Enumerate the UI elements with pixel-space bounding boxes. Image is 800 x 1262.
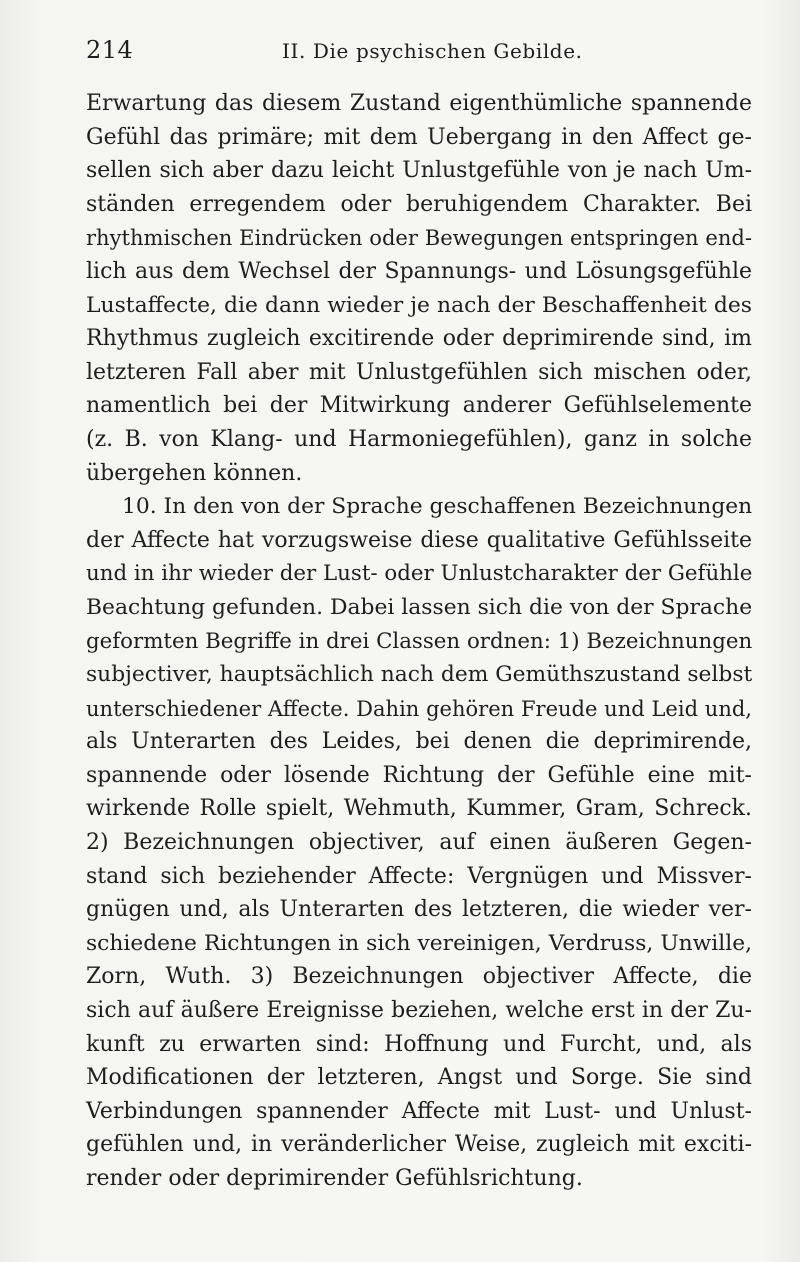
running-head (86, 36, 686, 76)
text-line: Gefühl das primäre; mit dem Uebergang in den Affect ge- (86, 124, 752, 150)
paragraph-end-line: übergehen können. (86, 460, 303, 486)
text-line: sellen sich aber dazu leicht Unlustgefühle von je nach Um- (86, 158, 752, 184)
text-line: Rhythmus zugleich excitirende oder deprimirende sind, im (86, 326, 752, 352)
text-line: schiedene Richtungen in sich vereinigen, Verdruss, Unwille, (86, 930, 752, 956)
text-line: Erwartung das diesem Zustand eigenthümliche spannende (86, 91, 752, 116)
text-line: letzteren Fall aber mit Unlustgefühlen sich mischen oder, (86, 359, 752, 385)
text-line: Lustaffecte, die dann wieder je nach der Beschaffenheit des (86, 292, 752, 318)
paragraph-end-line: render oder deprimirender Gefühlsrichtung. (86, 1166, 583, 1191)
text-line: (z. B. von Klang- und Harmoniegefühlen), ganz in solche (86, 426, 752, 452)
text-line: gefühlen und, in veränderlicher Weise, zugleich mit exciti- (86, 1132, 752, 1158)
running-title: II. Die psychischen Gebilde. (282, 39, 583, 63)
text-line: rhythmischen Eindrücken oder Bewegungen entspringen end- (86, 225, 752, 251)
text-line: unterschiedener Affecte. Dahin gehören Freude und Leid und, (86, 695, 752, 721)
text-line: spannende oder lösende Richtung der Gefühle eine mit- (86, 762, 752, 788)
text-line: Verbindungen spannender Affecte mit Lust- und Unlust- (86, 1098, 752, 1124)
body-text (86, 87, 752, 1196)
page-number: 214 (86, 36, 134, 64)
text-line: Zorn, Wuth. 3) Bezeichnungen objectiver Affecte, die (86, 964, 752, 990)
text-line: gnügen und, als Unterarten des letzteren, die wieder ver- (86, 897, 752, 923)
text-line: und in ihr wieder der Lust- oder Unlustcharakter der Gefühle (86, 561, 753, 587)
text-line: wirkende Rolle spielt, Wehmuth, Kummer, Gram, Schreck. (86, 796, 752, 822)
text-line: 2) Bezeichnungen objectiver, auf einen äußeren Gegen- (86, 830, 752, 856)
text-line: kunft zu erwarten sind: Hoffnung und Furcht, und, als (86, 1031, 752, 1057)
text-line: lich aus dem Wechsel der Spannungs- und Lösungsgefühle (86, 258, 752, 284)
text-line: sich auf äußere Ereignisse beziehen, welche erst in der Zu- (86, 998, 752, 1024)
text-line: geformten Begriffe in drei Classen ordnen: 1) Bezeichnungen (86, 628, 753, 654)
text-line: subjectiver, hauptsächlich nach dem Gemüthszustand selbst (86, 662, 753, 688)
section-start-line: 10. In den von der Sprache geschaffenen Bezeichnungen (122, 494, 753, 520)
text-line: stand sich beziehender Affecte: Vergnügen und Missver- (86, 863, 752, 889)
text-line: Beachtung gefunden. Dabei lassen sich die von der Sprache (86, 594, 753, 620)
text-line: ständen erregendem oder beruhigendem Charakter. Bei (86, 191, 752, 217)
text-line: als Unterarten des Leides, bei denen die deprimirende, (86, 729, 752, 755)
text-line: der Affecte hat vorzugsweise diese qualitative Gefühlsseite (86, 527, 752, 553)
text-line: namentlich bei der Mitwirkung anderer Gefühlselemente (86, 393, 752, 419)
text-line: Modificationen der letzteren, Angst und Sorge. Sie sind (86, 1065, 752, 1091)
